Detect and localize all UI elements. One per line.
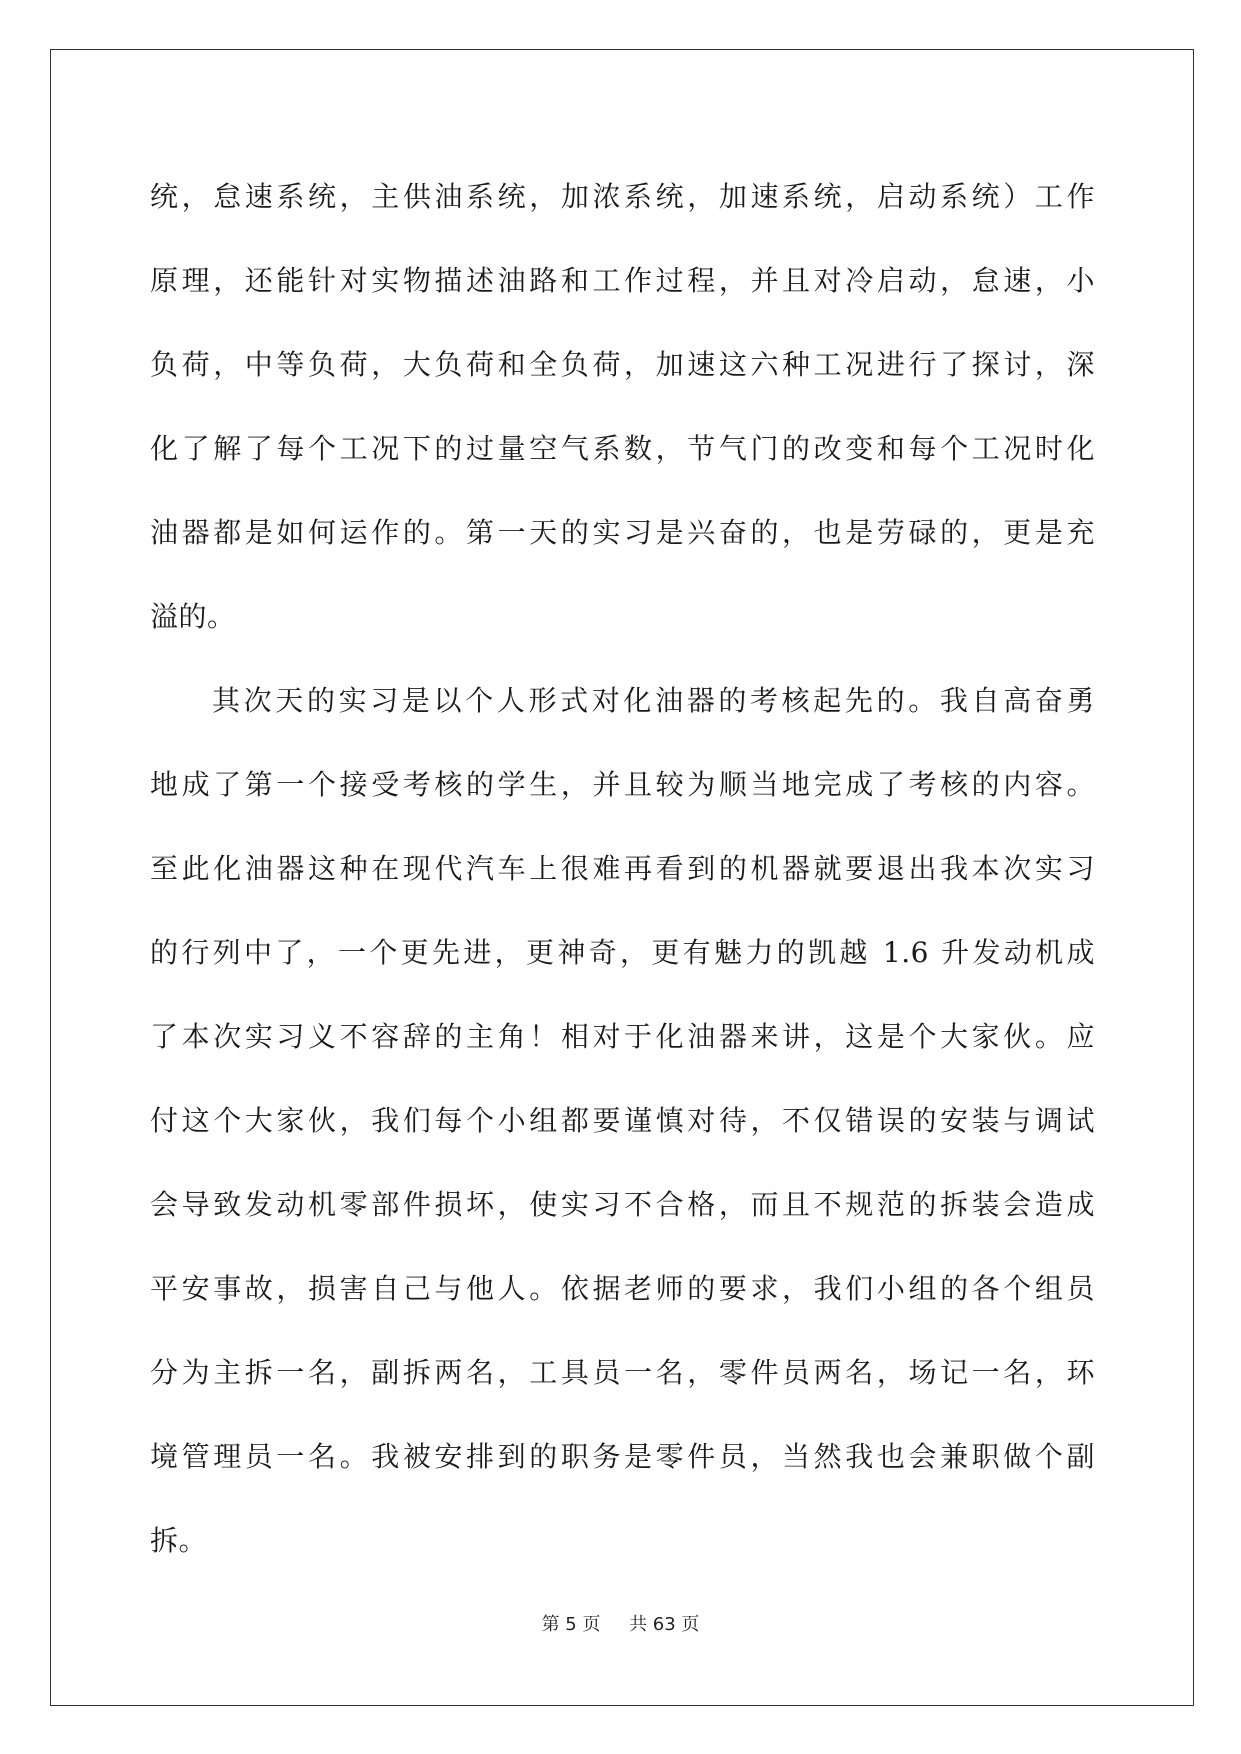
paragraph-2: [150, 659, 1095, 1583]
text-line: 拆。: [150, 1524, 208, 1557]
text-line: 了本次实习义不容辞的主角！相对于化油器来讲，这是个大家伙。应: [150, 1020, 1095, 1053]
text-line: 付这个大家伙，我们每个小组都要谨慎对待，不仅错误的安装与调试: [150, 1104, 1095, 1137]
total-pages: 共 63 页: [629, 1614, 700, 1635]
text-line: 油器都是如何运作的。第一天的实习是兴奋的，也是劳碌的，更是充: [150, 516, 1095, 549]
text-line: 会导致发动机零部件损坏，使实习不合格，而且不规范的拆装会造成: [150, 1188, 1095, 1221]
text-line: 负荷，中等负荷，大负荷和全负荷，加速这六种工况进行了探讨，深: [150, 348, 1095, 381]
page-number: 第 5 页: [541, 1614, 601, 1635]
text-line: 统，怠速系统，主供油系统，加浓系统，加速系统，启动系统）工作: [150, 180, 1095, 213]
text-line: 原理，还能针对实物描述油路和工作过程，并且对冷启动，怠速，小: [150, 264, 1095, 297]
text-line: 化了解了每个工况下的过量空气系数，节气门的改变和每个工况时化: [150, 432, 1095, 465]
document-body: [150, 155, 1095, 1583]
text-line: 其次天的实习是以个人形式对化油器的考核起先的。我自高奋勇: [212, 684, 1095, 717]
text-line: 平安事故，损害自己与他人。依据老师的要求，我们小组的各个组员: [150, 1272, 1095, 1305]
paragraph-1: [150, 155, 1095, 659]
text-line: 分为主拆一名，副拆两名，工具员一名，零件员两名，场记一名，环: [150, 1356, 1095, 1389]
text-line: 至此化油器这种在现代汽车上很难再看到的机器就要退出我本次实习: [150, 852, 1095, 885]
text-line: 地成了第一个接受考核的学生，并且较为顺当地完成了考核的内容。: [150, 768, 1095, 801]
text-line: 溢的。: [150, 600, 236, 633]
page-footer: [0, 1610, 1241, 1636]
text-line: 的行列中了，一个更先进，更神奇，更有魅力的凯越 1.6 升发动机成: [150, 936, 1095, 969]
text-line: 境管理员一名。我被安排到的职务是零件员，当然我也会兼职做个副: [150, 1440, 1095, 1473]
